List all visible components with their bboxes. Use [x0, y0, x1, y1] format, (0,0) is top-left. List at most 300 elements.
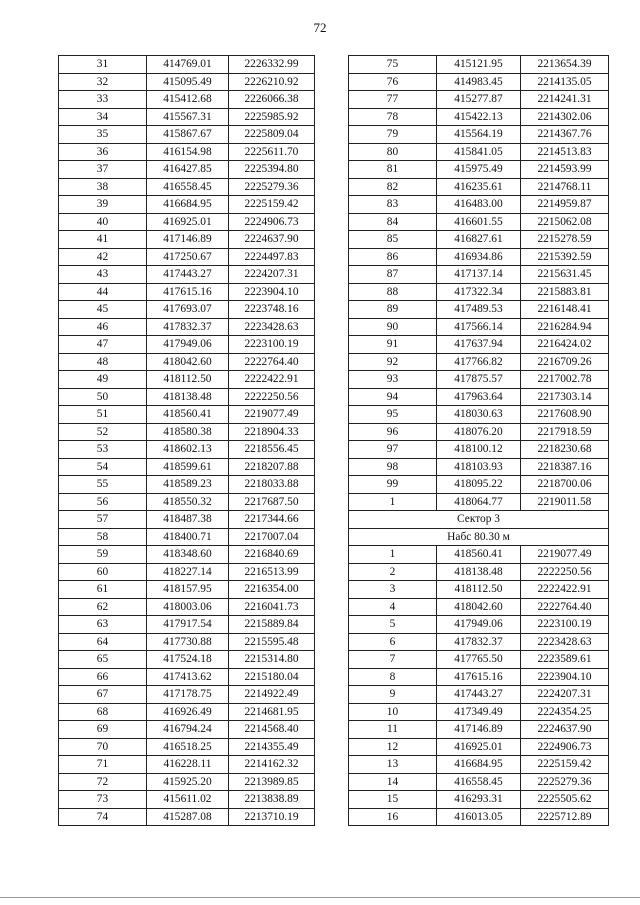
coordinate-x: 418602.13 — [147, 441, 229, 459]
coordinate-y: 2226332.99 — [229, 56, 315, 74]
coordinate-y: 2214681.95 — [229, 703, 315, 721]
point-number: 39 — [59, 196, 147, 214]
coordinate-x: 416926.49 — [147, 703, 229, 721]
coordinate-y: 2216709.26 — [521, 353, 609, 371]
coordinate-x: 417443.27 — [437, 686, 521, 704]
coordinate-x: 417178.75 — [147, 686, 229, 704]
coordinate-y: 2217687.50 — [229, 493, 315, 511]
point-number: 62 — [59, 598, 147, 616]
coordinate-x: 418030.63 — [437, 406, 521, 424]
table-row — [59, 56, 315, 74]
table-row — [59, 633, 315, 651]
table-row — [349, 371, 609, 389]
coordinate-y: 2214367.76 — [521, 126, 609, 144]
coordinate-y: 2223100.19 — [521, 616, 609, 634]
coordinate-y: 2216424.02 — [521, 336, 609, 354]
coordinate-x: 417765.50 — [437, 651, 521, 669]
point-number: 33 — [59, 91, 147, 109]
point-number: 92 — [349, 353, 437, 371]
table-row — [349, 266, 609, 284]
coordinate-x: 415121.95 — [437, 56, 521, 74]
point-number: 31 — [59, 56, 147, 74]
coordinate-y: 2214959.87 — [521, 196, 609, 214]
coordinate-x: 417949.06 — [437, 616, 521, 634]
coordinate-x: 417443.27 — [147, 266, 229, 284]
coordinate-x: 417146.89 — [147, 231, 229, 249]
coordinate-x: 415277.87 — [437, 91, 521, 109]
table-row — [59, 721, 315, 739]
coordinate-x: 418599.61 — [147, 458, 229, 476]
point-number: 15 — [349, 791, 437, 809]
coordinate-y: 2215314.80 — [229, 651, 315, 669]
point-number: 1 — [349, 546, 437, 564]
point-number: 7 — [349, 651, 437, 669]
table-row — [349, 318, 609, 336]
table-row — [349, 283, 609, 301]
point-number: 54 — [59, 458, 147, 476]
point-number: 41 — [59, 231, 147, 249]
coordinate-x: 418138.48 — [147, 388, 229, 406]
coordinate-x: 416228.11 — [147, 756, 229, 774]
coordinate-y: 2216513.99 — [229, 563, 315, 581]
coordinate-x: 416601.55 — [437, 213, 521, 231]
table-row — [59, 668, 315, 686]
coordinate-x: 416925.01 — [147, 213, 229, 231]
coordinate-y: 2224207.31 — [229, 266, 315, 284]
coordinate-x: 415095.49 — [147, 73, 229, 91]
coordinate-y: 2223748.16 — [229, 301, 315, 319]
coordinate-y: 2214922.49 — [229, 686, 315, 704]
coordinate-y: 2222250.56 — [229, 388, 315, 406]
coordinate-x: 417566.14 — [437, 318, 521, 336]
coordinate-x: 417832.37 — [147, 318, 229, 336]
table-row — [349, 598, 609, 616]
point-number: 66 — [59, 668, 147, 686]
coordinate-y: 2215278.59 — [521, 231, 609, 249]
point-number: 91 — [349, 336, 437, 354]
coordinate-y: 2225611.70 — [229, 143, 315, 161]
table-row — [59, 511, 315, 529]
coordinate-x: 416235.61 — [437, 178, 521, 196]
table-row — [59, 458, 315, 476]
coordinate-x: 417615.16 — [147, 283, 229, 301]
coordinate-y: 2214135.05 — [521, 73, 609, 91]
table-row — [349, 581, 609, 599]
table-row — [59, 581, 315, 599]
point-number: 51 — [59, 406, 147, 424]
point-number: 75 — [349, 56, 437, 74]
coordinate-y: 2216041.73 — [229, 598, 315, 616]
table-row — [349, 476, 609, 494]
coordinate-x: 418348.60 — [147, 546, 229, 564]
table-row — [349, 493, 609, 511]
coordinate-y: 2225505.62 — [521, 791, 609, 809]
point-number: 2 — [349, 563, 437, 581]
coordinate-x: 417489.53 — [437, 301, 521, 319]
point-number: 86 — [349, 248, 437, 266]
point-number: 12 — [349, 738, 437, 756]
coordinate-y: 2217303.14 — [521, 388, 609, 406]
point-number: 88 — [349, 283, 437, 301]
sector-subtitle: Набс 80.30 м — [349, 528, 609, 546]
coordinate-y: 2215392.59 — [521, 248, 609, 266]
table-row — [59, 476, 315, 494]
table-row — [59, 528, 315, 546]
table-row — [59, 598, 315, 616]
table-row — [59, 73, 315, 91]
table-row — [349, 406, 609, 424]
coordinate-y: 2225712.89 — [521, 808, 609, 826]
coordinate-x: 416925.01 — [437, 738, 521, 756]
coordinate-x: 414983.45 — [437, 73, 521, 91]
point-number: 97 — [349, 441, 437, 459]
coordinate-y: 2224637.90 — [521, 721, 609, 739]
coordinates-table-left — [58, 55, 315, 826]
point-number: 48 — [59, 353, 147, 371]
sector-subtitle-row — [349, 528, 609, 546]
table-row — [59, 738, 315, 756]
coordinate-y: 2213710.19 — [229, 808, 315, 826]
point-number: 58 — [59, 528, 147, 546]
coordinate-y: 2222764.40 — [229, 353, 315, 371]
coordinate-y: 2218207.88 — [229, 458, 315, 476]
coordinate-x: 416154.98 — [147, 143, 229, 161]
coordinate-y: 2216354.00 — [229, 581, 315, 599]
point-number: 56 — [59, 493, 147, 511]
coordinate-y: 2213838.89 — [229, 791, 315, 809]
coordinate-y: 2214593.99 — [521, 161, 609, 179]
coordinate-x: 415412.68 — [147, 91, 229, 109]
point-number: 47 — [59, 336, 147, 354]
coordinate-y: 2225159.42 — [229, 196, 315, 214]
coordinate-y: 2225394.80 — [229, 161, 315, 179]
coordinate-y: 2222250.56 — [521, 563, 609, 581]
point-number: 68 — [59, 703, 147, 721]
coordinate-y: 2223428.63 — [521, 633, 609, 651]
table-row — [349, 563, 609, 581]
coordinate-x: 418138.48 — [437, 563, 521, 581]
coordinate-x: 416827.61 — [437, 231, 521, 249]
coordinate-x: 418003.06 — [147, 598, 229, 616]
point-number: 36 — [59, 143, 147, 161]
point-number: 73 — [59, 791, 147, 809]
point-number: 16 — [349, 808, 437, 826]
point-number: 45 — [59, 301, 147, 319]
point-number: 79 — [349, 126, 437, 144]
table-row — [59, 441, 315, 459]
coordinate-x: 415422.13 — [437, 108, 521, 126]
coordinate-x: 416483.00 — [437, 196, 521, 214]
point-number: 80 — [349, 143, 437, 161]
table-row — [349, 301, 609, 319]
point-number: 9 — [349, 686, 437, 704]
coordinate-y: 2217344.66 — [229, 511, 315, 529]
point-number: 96 — [349, 423, 437, 441]
point-number: 57 — [59, 511, 147, 529]
point-number: 98 — [349, 458, 437, 476]
point-number: 64 — [59, 633, 147, 651]
point-number: 44 — [59, 283, 147, 301]
coordinate-y: 2215631.45 — [521, 266, 609, 284]
coordinate-x: 417917.54 — [147, 616, 229, 634]
coordinate-y: 2215889.84 — [229, 616, 315, 634]
point-number: 81 — [349, 161, 437, 179]
point-number: 67 — [59, 686, 147, 704]
table-row — [59, 371, 315, 389]
table-row — [59, 791, 315, 809]
coordinate-x: 418112.50 — [147, 371, 229, 389]
coordinate-x: 415564.19 — [437, 126, 521, 144]
table-row — [349, 441, 609, 459]
coordinate-y: 2214768.11 — [521, 178, 609, 196]
table-row — [59, 353, 315, 371]
coordinate-y: 2224497.83 — [229, 248, 315, 266]
coordinate-y: 2216148.41 — [521, 301, 609, 319]
coordinate-x: 416934.86 — [437, 248, 521, 266]
table-row — [349, 126, 609, 144]
coordinate-x: 417637.94 — [437, 336, 521, 354]
point-number: 71 — [59, 756, 147, 774]
coordinate-x: 417413.62 — [147, 668, 229, 686]
coordinate-y: 2217608.90 — [521, 406, 609, 424]
bottom-page-rule — [0, 897, 640, 898]
coordinate-y: 2218556.45 — [229, 441, 315, 459]
coordinate-x: 415287.08 — [147, 808, 229, 826]
coordinate-y: 2216840.69 — [229, 546, 315, 564]
table-row — [349, 686, 609, 704]
table-row — [349, 161, 609, 179]
point-number: 59 — [59, 546, 147, 564]
point-number: 40 — [59, 213, 147, 231]
coordinate-x: 418103.93 — [437, 458, 521, 476]
point-number: 52 — [59, 423, 147, 441]
table-row — [349, 738, 609, 756]
point-number: 87 — [349, 266, 437, 284]
coordinate-x: 416013.05 — [437, 808, 521, 826]
coordinate-y: 2213989.85 — [229, 773, 315, 791]
coordinate-y: 2218033.88 — [229, 476, 315, 494]
coordinate-x: 418042.60 — [437, 598, 521, 616]
table-row — [349, 458, 609, 476]
point-number: 42 — [59, 248, 147, 266]
point-number: 35 — [59, 126, 147, 144]
coordinate-y: 2217918.59 — [521, 423, 609, 441]
table-row — [59, 808, 315, 826]
table-row — [349, 756, 609, 774]
coordinate-x: 418487.38 — [147, 511, 229, 529]
coordinate-x: 416558.45 — [147, 178, 229, 196]
point-number: 76 — [349, 73, 437, 91]
coordinate-y: 2218904.33 — [229, 423, 315, 441]
point-number: 50 — [59, 388, 147, 406]
coordinate-x: 417349.49 — [437, 703, 521, 721]
point-number: 14 — [349, 773, 437, 791]
coordinate-x: 417832.37 — [437, 633, 521, 651]
coordinate-x: 418227.14 — [147, 563, 229, 581]
table-row — [349, 231, 609, 249]
point-number: 83 — [349, 196, 437, 214]
table-row — [349, 773, 609, 791]
table-row — [59, 248, 315, 266]
point-number: 8 — [349, 668, 437, 686]
point-number: 74 — [59, 808, 147, 826]
point-number: 84 — [349, 213, 437, 231]
table-row — [349, 791, 609, 809]
coordinate-y: 2223100.19 — [229, 336, 315, 354]
coordinate-y: 2219011.58 — [521, 493, 609, 511]
coordinate-x: 418589.23 — [147, 476, 229, 494]
table-row — [349, 73, 609, 91]
coordinate-y: 2223904.10 — [229, 283, 315, 301]
coordinate-x: 417250.67 — [147, 248, 229, 266]
coordinate-y: 2225279.36 — [229, 178, 315, 196]
point-number: 72 — [59, 773, 147, 791]
table-row — [59, 178, 315, 196]
table-row — [349, 388, 609, 406]
coordinate-y: 2224637.90 — [229, 231, 315, 249]
table-row — [349, 196, 609, 214]
coordinate-y: 2213654.39 — [521, 56, 609, 74]
coordinate-y: 2222422.91 — [229, 371, 315, 389]
table-row — [59, 231, 315, 249]
table-row — [59, 301, 315, 319]
coordinate-y: 2223428.63 — [229, 318, 315, 336]
coordinate-x: 417146.89 — [437, 721, 521, 739]
point-number: 10 — [349, 703, 437, 721]
table-row — [349, 633, 609, 651]
coordinate-x: 415975.49 — [437, 161, 521, 179]
table-row — [349, 353, 609, 371]
coordinate-y: 2222422.91 — [521, 581, 609, 599]
point-number: 60 — [59, 563, 147, 581]
coordinate-x: 417963.64 — [437, 388, 521, 406]
coordinate-x: 416427.85 — [147, 161, 229, 179]
coordinate-y: 2214162.32 — [229, 756, 315, 774]
coordinate-y: 2224906.73 — [229, 213, 315, 231]
point-number: 63 — [59, 616, 147, 634]
table-row — [59, 143, 315, 161]
coordinate-x: 417615.16 — [437, 668, 521, 686]
point-number: 70 — [59, 738, 147, 756]
point-number: 11 — [349, 721, 437, 739]
sector-title-row — [349, 511, 609, 529]
table-row — [59, 161, 315, 179]
table-row — [59, 388, 315, 406]
table-row — [349, 213, 609, 231]
point-number: 85 — [349, 231, 437, 249]
coordinate-y: 2225279.36 — [521, 773, 609, 791]
coordinate-x: 416518.25 — [147, 738, 229, 756]
table-row — [349, 248, 609, 266]
table-row — [59, 213, 315, 231]
coordinate-x: 415567.31 — [147, 108, 229, 126]
point-number: 13 — [349, 756, 437, 774]
table-row — [349, 56, 609, 74]
coordinate-y: 2223904.10 — [521, 668, 609, 686]
table-row — [59, 336, 315, 354]
table-row — [59, 546, 315, 564]
coordinate-y: 2224207.31 — [521, 686, 609, 704]
table-row — [59, 703, 315, 721]
coordinate-y: 2215062.08 — [521, 213, 609, 231]
table-row — [59, 406, 315, 424]
table-row — [349, 91, 609, 109]
point-number: 69 — [59, 721, 147, 739]
point-number: 77 — [349, 91, 437, 109]
coordinate-x: 417693.07 — [147, 301, 229, 319]
coordinate-y: 2224354.25 — [521, 703, 609, 721]
coordinate-y: 2215180.04 — [229, 668, 315, 686]
table-row — [59, 493, 315, 511]
coordinate-y: 2216284.94 — [521, 318, 609, 336]
point-number: 61 — [59, 581, 147, 599]
table-row — [349, 143, 609, 161]
table-row — [349, 108, 609, 126]
point-number: 53 — [59, 441, 147, 459]
coordinate-x: 417949.06 — [147, 336, 229, 354]
point-number: 32 — [59, 73, 147, 91]
coordinate-y: 2214241.31 — [521, 91, 609, 109]
point-number: 78 — [349, 108, 437, 126]
table-row — [349, 668, 609, 686]
coordinate-x: 417730.88 — [147, 633, 229, 651]
point-number: 6 — [349, 633, 437, 651]
coordinate-x: 418095.22 — [437, 476, 521, 494]
coordinate-x: 416293.31 — [437, 791, 521, 809]
table-row — [349, 616, 609, 634]
point-number: 49 — [59, 371, 147, 389]
point-number: 43 — [59, 266, 147, 284]
coordinate-y: 2215595.48 — [229, 633, 315, 651]
coordinate-x: 417766.82 — [437, 353, 521, 371]
coordinate-y: 2218230.68 — [521, 441, 609, 459]
coordinate-y: 2225985.92 — [229, 108, 315, 126]
coordinate-x: 416684.95 — [437, 756, 521, 774]
table-row — [59, 563, 315, 581]
coordinate-x: 416794.24 — [147, 721, 229, 739]
coordinate-y: 2223589.61 — [521, 651, 609, 669]
table-row — [59, 686, 315, 704]
coordinates-table-right — [348, 55, 609, 826]
coordinate-y: 2226066.38 — [229, 91, 315, 109]
table-row — [59, 756, 315, 774]
point-number: 37 — [59, 161, 147, 179]
point-number: 82 — [349, 178, 437, 196]
coordinate-y: 2214355.49 — [229, 738, 315, 756]
table-row — [59, 423, 315, 441]
table-row — [349, 703, 609, 721]
point-number: 38 — [59, 178, 147, 196]
coordinate-y: 2226210.92 — [229, 73, 315, 91]
coordinate-y: 2217007.04 — [229, 528, 315, 546]
point-number: 99 — [349, 476, 437, 494]
coordinate-x: 417524.18 — [147, 651, 229, 669]
table-row — [349, 423, 609, 441]
point-number: 95 — [349, 406, 437, 424]
table-row — [59, 108, 315, 126]
point-number: 65 — [59, 651, 147, 669]
table-row — [59, 773, 315, 791]
coordinate-x: 418112.50 — [437, 581, 521, 599]
coordinate-y: 2215883.81 — [521, 283, 609, 301]
coordinate-x: 414769.01 — [147, 56, 229, 74]
table-row — [349, 808, 609, 826]
table-row — [59, 266, 315, 284]
coordinate-x: 418560.41 — [147, 406, 229, 424]
point-number: 89 — [349, 301, 437, 319]
table-row — [59, 283, 315, 301]
point-number: 34 — [59, 108, 147, 126]
